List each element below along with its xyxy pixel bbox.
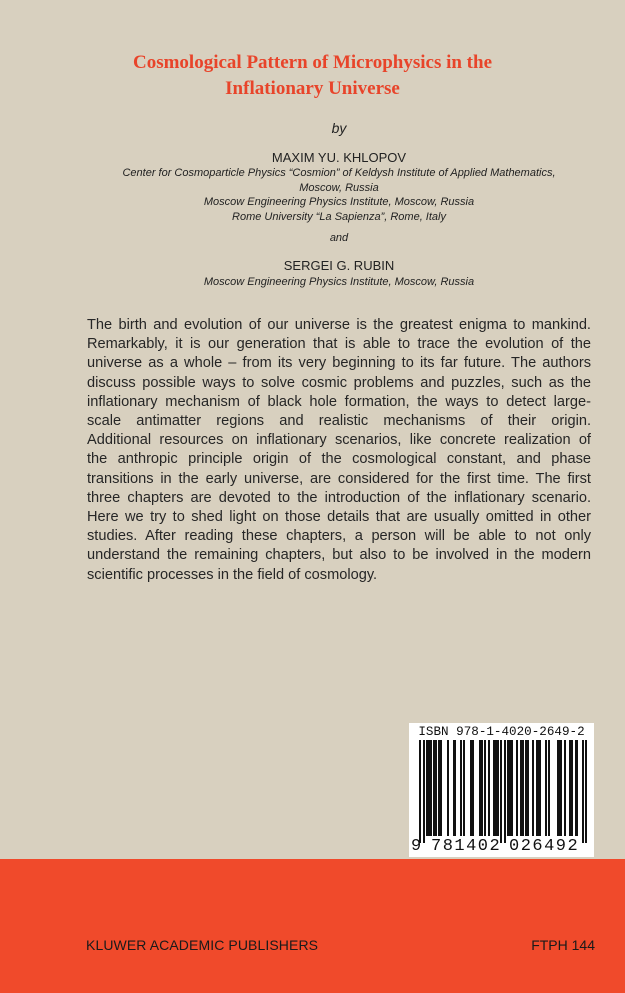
abstract-line: Remarkably, it is our generation that is able to trace the evolution of the — [87, 336, 591, 353]
barcode-bar — [539, 740, 541, 836]
abstract-line: studies. After reading these chapters, a person will be able to not only — [87, 528, 591, 545]
barcode-bar — [582, 740, 584, 843]
barcode-bar — [497, 740, 499, 836]
barcode-digit-first: 9 — [411, 837, 422, 856]
abstract-line: The birth and evolution of our universe is the greatest enigma to mankind. — [87, 317, 591, 333]
barcode-bar — [576, 740, 578, 836]
abstract-line: universe as a whole – from its very beginning to its far future. The authors — [87, 355, 591, 372]
barcode-digits — [409, 837, 594, 857]
abstract-line: three chapters are devoted to the introduction of the inflationary scenario. — [87, 489, 591, 506]
barcode-bar — [548, 740, 550, 836]
abstract-line: Additional resources on inflationary scenarios, like concrete realization of — [87, 432, 591, 449]
barcode-bar — [564, 740, 566, 836]
publisher-name: KLUWER ACADEMIC PUBLISHERS — [86, 937, 319, 953]
barcode-bar — [585, 740, 587, 843]
barcode-bar — [532, 740, 534, 836]
barcode-bar — [463, 740, 465, 836]
title-line-1: Cosmological Pattern of Microphysics in the — [132, 52, 493, 73]
title-line-2: Inflationary Universe — [225, 78, 400, 99]
barcode-bar — [488, 740, 490, 836]
abstract-line: the anthropic principle origin of the cosmological constant, and phase — [87, 451, 591, 468]
barcode-bar — [423, 740, 425, 843]
affiliation-line: Moscow Engineering Physics Institute, Moscow, Russia — [203, 276, 475, 288]
barcode-bar — [440, 740, 442, 836]
abstract-line: scale antimatter regions and realistic mechanisms of their origin. — [87, 413, 591, 430]
barcode-bar — [435, 740, 437, 836]
barcode-bar — [522, 740, 524, 836]
barcode-bar — [571, 740, 573, 836]
author-affiliations-1 — [0, 166, 625, 225]
book-title — [60, 50, 565, 102]
barcode-digits-right: 026492 — [509, 837, 580, 856]
barcode-bar — [511, 740, 513, 836]
barcode-bar — [504, 740, 506, 843]
affiliation-line: Moscow, Russia — [299, 181, 379, 194]
abstract-line: discuss possible ways to solve cosmic problems and puzzles, such as the — [87, 374, 591, 391]
affiliation-line: Moscow Engineering Physics Institute, Moscow, Russia — [203, 196, 475, 209]
isbn-label: ISBN 978-1-4020-2649-2 — [418, 725, 585, 739]
barcode-bar — [516, 740, 518, 836]
abstract-line: understand the remaining chapters, but also to be involved in the modern — [87, 547, 591, 564]
barcode-bar — [560, 740, 562, 836]
barcode-bar — [484, 740, 486, 836]
author-affiliations-2 — [0, 275, 625, 290]
and-label: and — [329, 232, 349, 244]
abstract — [87, 316, 591, 585]
barcode-bar — [419, 740, 421, 843]
barcode-bar — [527, 740, 529, 836]
barcode-bar — [454, 740, 456, 836]
barcode-bar — [481, 740, 483, 836]
by-label: by — [331, 120, 347, 136]
barcode-bar — [472, 740, 474, 836]
barcode-bars — [419, 740, 587, 838]
author-name-2: SERGEI G. RUBIN — [283, 258, 395, 273]
affiliation-line: Center for Cosmoparticle Physics “Cosmion” of Keldysh Institute of Applied Mathematics, — [122, 167, 556, 179]
isbn-barcode — [409, 723, 594, 857]
affiliation-line: Rome University “La Sapienza”, Rome, Italy — [232, 211, 446, 224]
author-name-1: MAXIM YU. KHLOPOV — [271, 150, 407, 165]
abstract-line: transitions in the early universe, are considered for the first time. The first — [87, 470, 591, 487]
abstract-line: inflationary mechanism of black hole formation, the ways to detect large- — [87, 393, 591, 410]
abstract-line: Here we try to shed light on those details that are usually omitted in other — [87, 509, 591, 526]
footer-band — [0, 859, 625, 993]
barcode-bar — [545, 740, 547, 836]
barcode-bar — [430, 740, 432, 836]
abstract-line: scientific processes in the field of cosmology. — [87, 566, 378, 583]
barcode-digits-left: 781402 — [431, 837, 502, 856]
series-code: FTPH 144 — [531, 937, 595, 953]
barcode-bar — [447, 740, 449, 836]
barcode-bar — [500, 740, 502, 843]
barcode-bar — [460, 740, 462, 836]
